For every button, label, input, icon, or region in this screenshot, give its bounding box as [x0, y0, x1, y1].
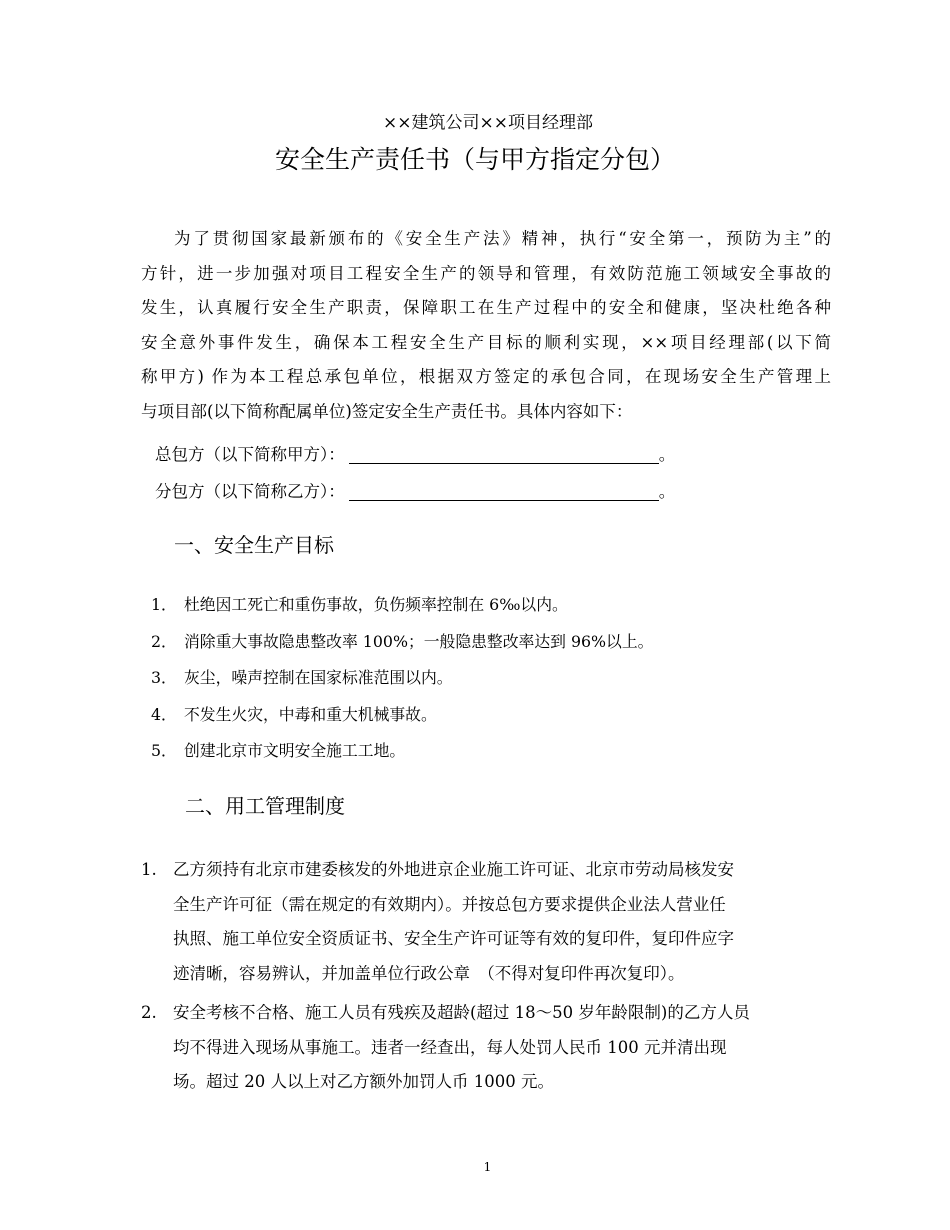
intro-line: 安全意外事件发生，确保本工程安全生产目标的顺利实现，××项目经理部(以下简 — [141, 332, 831, 352]
contractor-name-blank[interactable] — [349, 445, 659, 464]
intro-paragraph — [141, 222, 831, 430]
page-number: 1 — [483, 1160, 492, 1174]
intro-line: 与项目部(以下简称配属单位)签定安全生产责任书。具体内容如下： — [141, 401, 633, 421]
rule-number: 1. — [141, 860, 157, 879]
section-heading-labor-management: 二、用工管理制度 — [185, 794, 345, 818]
contractor-party-line — [155, 443, 675, 467]
goal-text: 创建北京市文明安全施工工地。 — [184, 741, 406, 760]
intro-line: 方针，进一步加强对项目工程安全生产的领导和管理，有效防范施工领域安全事故的 — [141, 263, 831, 283]
goal-item — [151, 740, 405, 762]
intro-line: 为了贯彻国家最新颁布的《安全生产法》精神，执行“安全第一，预防为主”的 — [174, 229, 831, 248]
goal-number: 2． — [151, 632, 177, 651]
rule-line: 均不得进入现场从事施工。违者一经查出，每人处罚人民币 100 元并清出现 — [173, 1037, 727, 1057]
rule-line: 迹清晰，容易辨认，并加盖单位行政公章 （不得对复印件再次复印）。 — [173, 963, 685, 983]
rule-item — [141, 996, 831, 1100]
rule-line: 乙方须持有北京市建委核发的外地进京企业施工许可证、北京市劳动局核发安 — [173, 860, 734, 879]
goal-number: 1． — [151, 595, 177, 614]
goal-text: 杜绝因工死亡和重伤事故，负伤频率控制在 6‰以内。 — [184, 595, 568, 614]
goal-number: 3． — [151, 668, 177, 687]
subcontractor-name-blank[interactable] — [349, 482, 659, 501]
goal-number: 5． — [151, 741, 177, 760]
rule-body — [173, 853, 831, 991]
rule-line: 场。超过 20 人以上对乙方额外加罚人币 1000 元。 — [173, 1072, 554, 1092]
rule-item — [141, 853, 831, 991]
intro-line: 发生，认真履行安全生产职责，保障职工在生产过程中的安全和健康，坚决杜绝各种 — [141, 298, 831, 318]
rule-number: 2. — [141, 1003, 157, 1022]
goal-item — [151, 667, 453, 689]
rule-body — [173, 996, 831, 1100]
end-mark: 。 — [658, 445, 676, 464]
goal-item — [151, 704, 437, 726]
rule-line: 执照、施工单位安全资质证书、安全生产许可证等有效的复印件，复印件应字 — [173, 929, 734, 949]
goal-item — [151, 594, 568, 616]
goal-number: 4． — [151, 705, 177, 724]
goal-item — [151, 631, 653, 653]
subcontractor-party-line — [155, 480, 675, 504]
section-heading-safety-goals: 一、安全生产目标 — [174, 533, 334, 557]
organization-title: ××建筑公司××项目经理部 — [383, 113, 593, 133]
intro-line: 称甲方) 作为本工程总承包单位，根据双方签定的承包合同，在现场安全生产管理上 — [141, 367, 831, 387]
rule-line: 安全考核不合格、施工人员有残疾及超龄(超过 18～50 岁年龄限制)的乙方人员 — [173, 1003, 750, 1022]
goal-text: 消除重大事故隐患整改率 100%；一般隐患整改率达到 96%以上。 — [184, 632, 654, 651]
goal-text: 不发生火灾，中毒和重大机械事故。 — [184, 705, 437, 724]
goal-text: 灰尘，噪声控制在国家标准范围以内。 — [184, 668, 453, 687]
contractor-label: 总包方（以下简称甲方）： — [155, 445, 345, 464]
rule-line: 全生产许可征（需在规定的有效期内）。并按总包方要求提供企业法人营业任 — [173, 894, 726, 914]
subcontractor-label: 分包方（以下简称乙方）： — [155, 482, 345, 501]
document-title: 安全生产责任书（与甲方指定分包） — [274, 145, 675, 174]
end-mark: 。 — [658, 482, 676, 501]
